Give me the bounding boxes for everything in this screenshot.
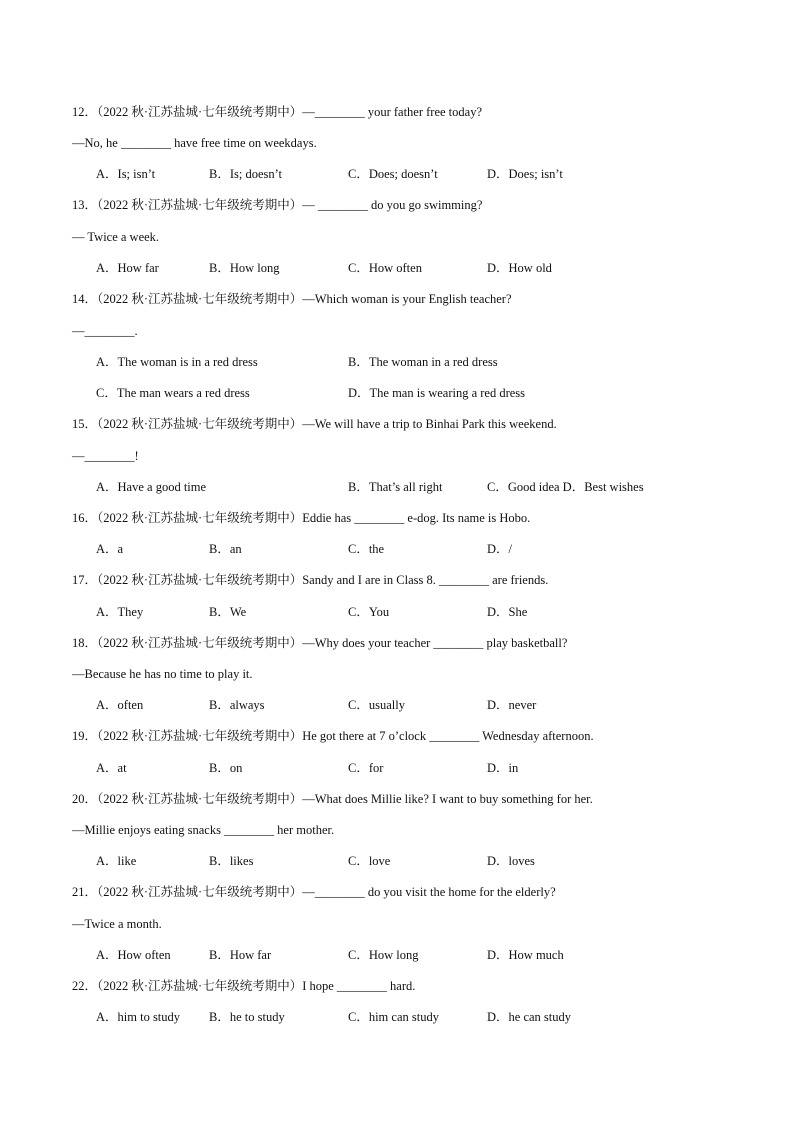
option-c[interactable]: C．How long (348, 948, 419, 962)
options-row (96, 354, 716, 370)
question-stem-14: 14．（2022 秋·江苏盐城·七年级统考期中）—Which woman is your English teacher? (72, 292, 512, 306)
option-a[interactable]: A．a (96, 542, 124, 556)
question-stem-20: 20．（2022 秋·江苏盐城·七年级统考期中）—What does Millie like? I want to buy something for her. (72, 792, 593, 806)
option-c[interactable]: C．love (348, 854, 391, 868)
option-b[interactable]: B．on (209, 761, 243, 775)
option-d[interactable]: D．The man is wearing a red dress (348, 386, 526, 400)
question-dialog-line: —Twice a month. (72, 917, 162, 931)
option-b[interactable]: B．We (209, 605, 247, 619)
options-row (96, 260, 716, 276)
question-dialog-line: — Twice a week. (72, 230, 160, 244)
option-d[interactable]: D．in (487, 761, 519, 775)
question-stem-22: 22．（2022 秋·江苏盐城·七年级统考期中）I hope ________ hard. (72, 979, 416, 993)
options-row (96, 385, 716, 401)
option-d[interactable]: D．How old (487, 261, 552, 275)
question-stem-18: 18．（2022 秋·江苏盐城·七年级统考期中）—Why does your teacher ________ play basketball? (72, 636, 568, 650)
option-d[interactable]: D．loves (487, 854, 535, 868)
option-c[interactable]: C．You (348, 605, 390, 619)
option-b[interactable]: B．always (209, 698, 265, 712)
option-a[interactable]: A．The woman is in a red dress (96, 355, 258, 369)
question-stem-19: 19．（2022 秋·江苏盐城·七年级统考期中）He got there at 7 o’clock ________ Wednesday afternoon. (72, 729, 594, 743)
option-d[interactable]: D．She (487, 605, 528, 619)
question-stem-16: 16．（2022 秋·江苏盐城·七年级统考期中）Eddie has ________ e-dog. Its name is Hobo. (72, 511, 531, 525)
option-b[interactable]: B．How long (209, 261, 280, 275)
option-a[interactable]: A．like (96, 854, 137, 868)
option-b[interactable]: B．Is; doesn’t (209, 167, 283, 181)
question-stem-12: 12．（2022 秋·江苏盐城·七年级统考期中）—________ your father free today? (72, 105, 482, 119)
option-d[interactable]: D．he can study (487, 1010, 572, 1024)
question-stem-13: 13．（2022 秋·江苏盐城·七年级统考期中）— ________ do you go swimming? (72, 198, 483, 212)
options-row (96, 697, 716, 713)
option-c[interactable]: C．How often (348, 261, 422, 275)
options-row (96, 166, 716, 182)
option-b[interactable]: B．he to study (209, 1010, 285, 1024)
option-d[interactable]: D．/ (487, 542, 513, 556)
option-c-d[interactable]: C．Good idea D．Best wishes (487, 480, 644, 494)
options-row (96, 604, 716, 620)
option-b[interactable]: B．That’s all right (348, 480, 443, 494)
option-a[interactable]: A．Have a good time (96, 480, 207, 494)
option-c[interactable]: C．Does; doesn’t (348, 167, 438, 181)
option-c[interactable]: C．him can study (348, 1010, 439, 1024)
question-dialog-line: —________! (72, 449, 139, 463)
option-b[interactable]: B．an (209, 542, 242, 556)
option-d[interactable]: D．never (487, 698, 537, 712)
option-c[interactable]: C．usually (348, 698, 405, 712)
option-b[interactable]: B．The woman in a red dress (348, 355, 498, 369)
option-d[interactable]: D．Does; isn’t (487, 167, 563, 181)
option-a[interactable]: A．How often (96, 948, 171, 962)
option-a[interactable]: A．How far (96, 261, 159, 275)
question-stem-21: 21．（2022 秋·江苏盐城·七年级统考期中）—________ do you visit the home for the elderly? (72, 885, 556, 899)
option-a[interactable]: A．him to study (96, 1010, 181, 1024)
options-row (96, 479, 716, 495)
question-dialog-line: —No, he ________ have free time on weekdays. (72, 136, 317, 150)
question-stem-15: 15．（2022 秋·江苏盐城·七年级统考期中）—We will have a trip to Binhai Park this weekend. (72, 417, 557, 431)
question-dialog-line: —Because he has no time to play it. (72, 667, 253, 681)
question-stem-17: 17．（2022 秋·江苏盐城·七年级统考期中）Sandy and I are in Class 8. ________ are friends. (72, 573, 549, 587)
option-b[interactable]: B．likes (209, 854, 254, 868)
option-a[interactable]: A．at (96, 761, 127, 775)
options-row (96, 1009, 716, 1025)
option-b[interactable]: B．How far (209, 948, 272, 962)
options-row (96, 760, 716, 776)
option-a[interactable]: A．Is; isn’t (96, 167, 156, 181)
options-row (96, 947, 716, 963)
options-row (96, 541, 716, 557)
question-dialog-line: —________. (72, 324, 138, 338)
option-c[interactable]: C．The man wears a red dress (96, 386, 250, 400)
option-a[interactable]: A．often (96, 698, 144, 712)
question-dialog-line: —Millie enjoys eating snacks ________ her mother. (72, 823, 335, 837)
option-c[interactable]: C．for (348, 761, 384, 775)
options-row (96, 853, 716, 869)
option-c[interactable]: C．the (348, 542, 385, 556)
option-a[interactable]: A．They (96, 605, 144, 619)
option-d[interactable]: D．How much (487, 948, 564, 962)
